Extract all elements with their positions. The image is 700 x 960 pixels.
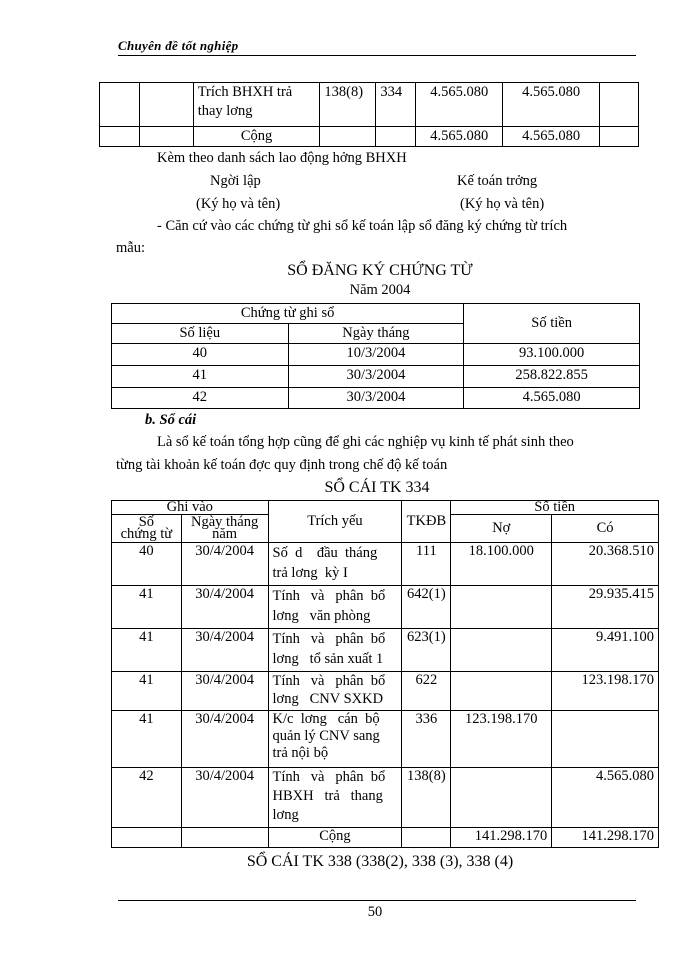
ledger-co: 4.565.080 (552, 768, 659, 828)
para1-line1: - Căn cứ vào các chứng từ ghi sổ kế toán lập sổ đăng ký chứng từ trích (157, 218, 568, 234)
table-row (112, 543, 659, 586)
ledger-co: 123.198.170 (552, 672, 659, 711)
ledger-head-tkdb: TKĐB (402, 501, 451, 543)
para1-line2: mẫu: (116, 240, 145, 256)
table-row (112, 388, 640, 409)
ledger-date: 30/4/2004 (181, 768, 268, 828)
desc-line: lơng CNV SXKD (272, 691, 384, 707)
attach-note: Kèm theo danh sách lao động hởng BHXH (157, 150, 407, 166)
footer-rule (118, 900, 636, 901)
register-year: Năm 2004 (349, 282, 411, 298)
ledger-date: 30/4/2004 (181, 586, 268, 629)
desc-line: K/c lơng cán bộ (272, 711, 380, 727)
ledger-so: 40 (112, 543, 182, 586)
desc-line: HBXH trả thang (272, 788, 383, 804)
ledger-desc (268, 586, 402, 629)
ledger-desc (268, 711, 402, 768)
ledger334-title: SỔ CÁI TK 334 (324, 479, 430, 496)
accountant-sub: (Ký họ và tên) (460, 196, 545, 212)
ledger-desc (268, 629, 402, 672)
ledger-so: 41 (112, 711, 182, 768)
register-head-num: Số liệu (112, 324, 289, 344)
register-num: 41 (112, 366, 289, 388)
table-row (112, 344, 640, 366)
ledger-tk: 336 (402, 711, 451, 768)
register-amount: 4.565.080 (464, 388, 640, 409)
ledger-desc (268, 543, 402, 586)
register-date: 30/3/2004 (288, 388, 464, 409)
section-b-heading: b. Sổ cái (145, 412, 197, 428)
desc-line: Tính và phân bổ (272, 673, 386, 689)
ledger-no (451, 586, 552, 629)
preparer-label: Ngời lập (210, 173, 261, 189)
table-row (100, 127, 639, 147)
desc-line: Số d đầu tháng (272, 545, 378, 561)
ledger-tk: 622 (402, 672, 451, 711)
desc-cell (193, 83, 320, 127)
para2-line1: Là sổ kế toán tổng hợp cũng để ghi các nghiệp vụ kinh tế phát sinh theo (157, 434, 574, 450)
ledger-tk: 642(1) (402, 586, 451, 629)
register-amount: 93.100.000 (464, 344, 640, 366)
tk-co-cell: 334 (376, 83, 416, 127)
register-table (111, 303, 640, 409)
ledger-head-amount: Số tiền (451, 501, 659, 515)
desc-line: Tính và phân bổ (272, 769, 386, 785)
ledger-head-so (112, 515, 182, 543)
preparer-sub: (Ký họ và tên) (196, 196, 281, 212)
table-row (112, 672, 659, 711)
desc-line: trả nội bộ (272, 745, 329, 761)
desc-line: lơng tổ sản xuất 1 (272, 651, 384, 667)
amount-cell: 4.565.080 (416, 83, 503, 127)
ledger-date: 30/4/2004 (181, 629, 268, 672)
desc-line: Trích BHXH trả (197, 84, 293, 100)
head-date-line2: năm (212, 526, 238, 542)
page-number: 50 (367, 904, 383, 920)
ledger-no: 123.198.170 (451, 711, 552, 768)
ledger-so: 42 (112, 768, 182, 828)
ledger-desc (268, 768, 402, 828)
table-row (112, 366, 640, 388)
ledger334-table (111, 500, 659, 848)
table-row (100, 83, 639, 127)
ledger338-title: SỔ CÁI TK 338 (338(2), 338 (3), 338 (4) (246, 853, 514, 870)
head-so-line2: chứng từ (120, 526, 173, 542)
desc-line: Tính và phân bổ (272, 631, 386, 647)
ledger-tk: 138(8) (402, 768, 451, 828)
amount-cell: 4.565.080 (503, 127, 600, 147)
total-label-cell: Cộng (193, 127, 320, 147)
ledger-so: 41 (112, 629, 182, 672)
header-rule (118, 55, 636, 56)
ledger-no (451, 672, 552, 711)
ledger-co: 20.368.510 (552, 543, 659, 586)
accountant-label: Kế toán trởng (457, 173, 538, 189)
amount-cell: 4.565.080 (416, 127, 503, 147)
register-num: 42 (112, 388, 289, 409)
desc-line: Tính và phân bổ (272, 588, 386, 604)
ledger-date: 30/4/2004 (181, 672, 268, 711)
desc-line: trả lơng kỳ I (272, 565, 348, 581)
desc-line: lơng (272, 807, 299, 823)
ledger-total-no: 141.298.170 (451, 828, 552, 848)
table-row (112, 629, 659, 672)
ledger-head-ghivao: Ghi vào (112, 501, 269, 515)
ledger-co (552, 711, 659, 768)
ledger-co: 29.935.415 (552, 586, 659, 629)
ledger-tk: 623(1) (402, 629, 451, 672)
ledger-head-co: Có (552, 515, 659, 543)
ledger-total-co: 141.298.170 (552, 828, 659, 848)
desc-line: thay lơng (197, 103, 253, 119)
register-head-amount: Số tiền (464, 304, 640, 344)
para2-line2: từng tài khoản kế toán đợc quy định trong chế độ kế toán (116, 457, 448, 473)
register-title: SỔ ĐĂNG KÝ CHỨNG TỪ (287, 262, 473, 279)
desc-line: lơng văn phòng (272, 608, 371, 624)
ledger-so: 41 (112, 672, 182, 711)
register-date: 10/3/2004 (288, 344, 464, 366)
table-row (112, 768, 659, 828)
desc-line: quản lý CNV sang (272, 728, 380, 744)
head-so-line: Số (138, 514, 155, 530)
ledger-no (451, 768, 552, 828)
head-date-line: Ngày tháng (190, 514, 259, 530)
top-table (99, 82, 639, 147)
register-num: 40 (112, 344, 289, 366)
ledger-head-no: Nợ (451, 515, 552, 543)
register-head-date: Ngày tháng (288, 324, 464, 344)
ledger-head-date (181, 515, 268, 543)
table-row (112, 586, 659, 629)
ledger-date: 30/4/2004 (181, 543, 268, 586)
tk-no-cell: 138(8) (320, 83, 376, 127)
ledger-tk: 111 (402, 543, 451, 586)
table-row (112, 828, 659, 848)
ledger-head-desc: Trích yếu (268, 501, 402, 543)
register-amount: 258.822.855 (464, 366, 640, 388)
register-head-group: Chứng từ ghi sổ (112, 304, 464, 324)
ledger-total-label: Cộng (268, 828, 402, 848)
ledger-no (451, 629, 552, 672)
ledger-no: 18.100.000 (451, 543, 552, 586)
running-title: Chuyên đề tốt nghiệp (118, 38, 239, 53)
ledger-co: 9.491.100 (552, 629, 659, 672)
ledger-so: 41 (112, 586, 182, 629)
register-date: 30/3/2004 (288, 366, 464, 388)
table-row (112, 711, 659, 768)
amount-cell: 4.565.080 (503, 83, 600, 127)
ledger-desc (268, 672, 402, 711)
ledger-date: 30/4/2004 (181, 711, 268, 768)
